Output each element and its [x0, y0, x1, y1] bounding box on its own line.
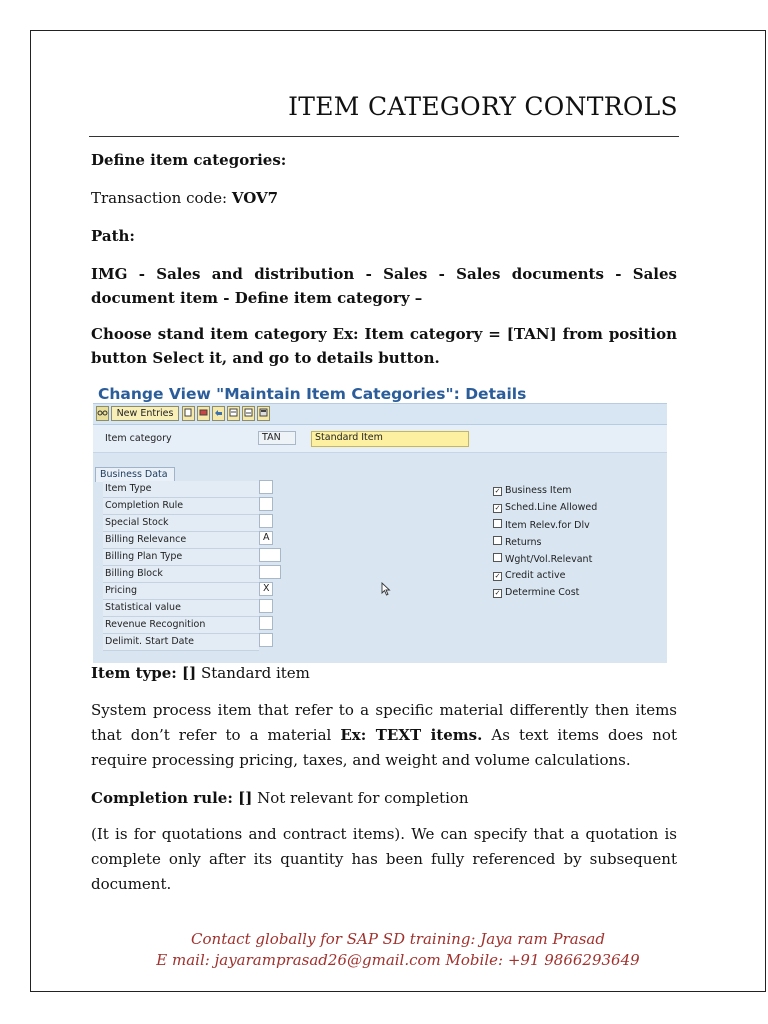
checkbox-icon[interactable] [493, 536, 502, 545]
field-row [103, 617, 259, 634]
billing-relevance-input[interactable]: A [259, 531, 273, 545]
completion-rule-label: Completion rule: [] [91, 789, 253, 807]
item-category-label: Item category [105, 433, 172, 444]
item-type-label: Item type: [] [91, 664, 197, 682]
new-entries-button[interactable]: New Entries [111, 406, 179, 421]
checkbox-returns[interactable] [493, 536, 541, 548]
choose-instruction: Choose stand item category Ex: Item category = [TAN] from position button Select it, and go to details button. [91, 325, 677, 367]
item-type-desc-part: As text items does not require processing pricing, taxes, and weight and volume calculations. [91, 726, 677, 769]
delimit-start-date-input[interactable] [259, 633, 273, 647]
field-row [103, 498, 259, 515]
field-label: Billing Plan Type [105, 551, 183, 562]
page-title: ITEM CATEGORY CONTROLS [288, 92, 678, 121]
delete-icon[interactable] [197, 406, 210, 421]
statistical-value-input[interactable] [259, 599, 273, 613]
checkbox-icon[interactable]: ✓ [494, 572, 501, 580]
other-icon[interactable] [257, 406, 270, 421]
billing-plan-type-input[interactable] [259, 548, 281, 562]
field-label: Billing Relevance [105, 534, 187, 545]
checkbox-label: Returns [505, 537, 542, 548]
transaction-label: Transaction code: [91, 189, 232, 207]
glasses-icon[interactable] [96, 406, 109, 421]
title-underline [89, 136, 679, 137]
footer-email-mobile: E mail: jayaramprasad26@gmail.com Mobile: +91 9866293649 [156, 951, 640, 969]
field-row [103, 583, 270, 600]
field-label: Delimit. Start Date [105, 636, 195, 647]
business-data-panel [93, 453, 667, 663]
checkbox-label: Business Item [505, 485, 572, 496]
sap-header-area [93, 425, 667, 453]
completion-rule-input[interactable] [259, 497, 273, 511]
completion-rule-line [91, 786, 677, 810]
field-row [103, 549, 259, 566]
field-row [103, 634, 259, 651]
field-label: Special Stock [105, 517, 169, 528]
transaction-code: VOV7 [231, 189, 279, 207]
footer-contact: Contact globally for SAP SD training: Jaya ram Prasad [191, 930, 605, 948]
img-path: IMG - Sales and distribution - Sales - Sales documents - Sales document item - Define item category – [91, 265, 677, 307]
item-type-line [91, 661, 677, 685]
item-type-value: Standard item [196, 664, 310, 682]
field-label: Item Type [105, 483, 152, 494]
define-heading: Define item categories: [91, 151, 287, 169]
sap-toolbar [93, 403, 667, 425]
checkbox-label: Wght/Vol.Relevant [505, 554, 593, 565]
checkbox-wght-vol-relevant[interactable] [493, 553, 592, 565]
field-row [103, 600, 259, 617]
item-category-field[interactable]: TAN [258, 431, 296, 445]
billing-block-input[interactable] [259, 565, 281, 579]
completion-rule-description: (It is for quotations and contract items). We can specify that a quotation is complete only after its quantity has been fully referenced by subsequent document. [91, 825, 677, 893]
next-icon[interactable] [242, 406, 255, 421]
checkbox-icon[interactable]: ✓ [494, 487, 501, 495]
checkbox-business-item[interactable] [493, 485, 572, 496]
field-row [103, 515, 259, 532]
field-label: Revenue Recognition [105, 619, 206, 630]
checkbox-icon[interactable] [493, 553, 502, 562]
checkbox-icon[interactable] [493, 519, 502, 528]
item-type-description [91, 698, 677, 773]
checkbox-label: Credit active [505, 570, 566, 581]
field-label: Billing Block [105, 568, 163, 579]
sap-screenshot [93, 383, 667, 663]
checkbox-label: Item Relev.for Dlv [505, 520, 590, 531]
checkbox-label: Sched.Line Allowed [505, 502, 598, 513]
previous-icon[interactable] [227, 406, 240, 421]
checkbox-sched-line-allowed[interactable] [493, 502, 597, 513]
field-row [103, 532, 270, 549]
field-label: Completion Rule [105, 500, 184, 511]
item-type-input[interactable] [259, 480, 273, 494]
field-row [103, 566, 259, 583]
item-type-desc-example: Ex: TEXT items. [340, 726, 483, 744]
path-label: Path: [91, 227, 135, 245]
revenue-recognition-input[interactable] [259, 616, 273, 630]
item-category-description[interactable]: Standard Item [311, 431, 469, 447]
item-type-desc-part: System process item that refer to a specific material differently then items that don’t refer to a material [91, 701, 677, 744]
field-row [103, 481, 259, 498]
mouse-cursor-icon [381, 581, 391, 600]
tab-business-data[interactable]: Business Data [95, 467, 175, 482]
special-stock-input[interactable] [259, 514, 273, 528]
sap-screen-title: Change View "Maintain Item Categories": Details [98, 385, 527, 403]
checkbox-icon[interactable]: ✓ [494, 589, 501, 597]
copy-icon[interactable] [182, 406, 195, 421]
pricing-input[interactable]: X [259, 582, 273, 596]
field-label: Statistical value [105, 602, 181, 613]
transaction-line [91, 186, 677, 210]
completion-rule-value: Not relevant for completion [252, 789, 469, 807]
checkbox-label: Determine Cost [505, 587, 580, 598]
undo-icon[interactable] [212, 406, 225, 421]
checkbox-determine-cost[interactable] [493, 587, 579, 598]
checkbox-icon[interactable]: ✓ [494, 504, 501, 512]
field-label: Pricing [105, 585, 138, 596]
checkbox-credit-active[interactable] [493, 570, 565, 581]
checkbox-item-relev-for-dlv[interactable] [493, 519, 590, 531]
